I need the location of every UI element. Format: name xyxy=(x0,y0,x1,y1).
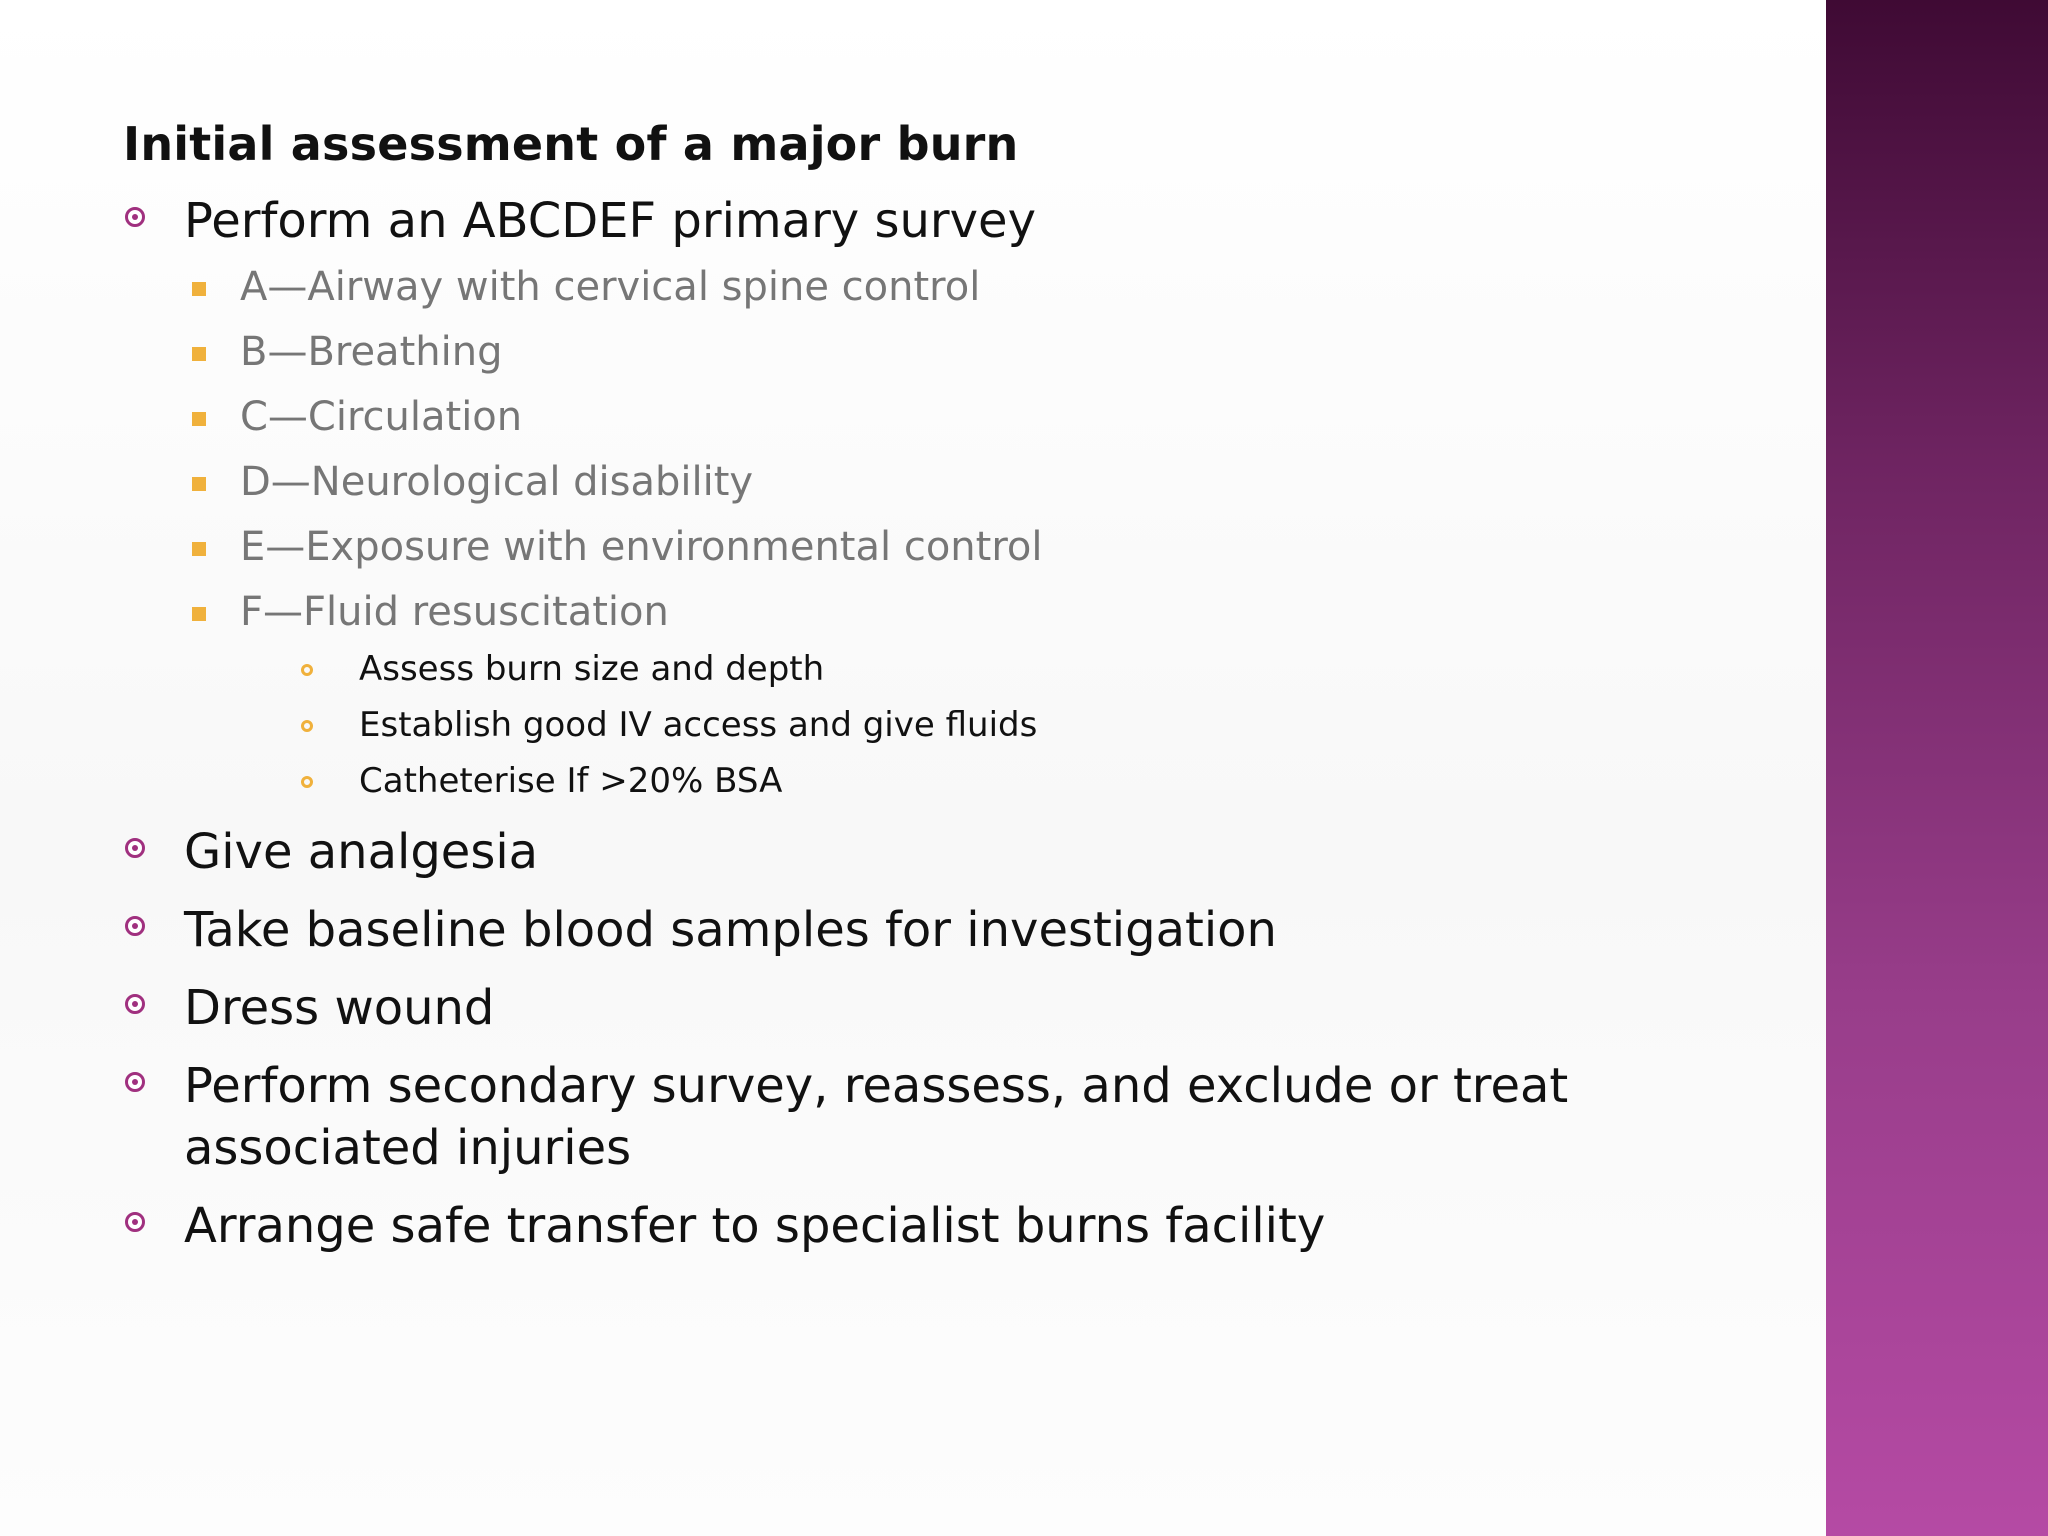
list-item xyxy=(123,821,1763,883)
list-item xyxy=(123,1195,1763,1257)
circle-dot-icon xyxy=(125,916,145,936)
sub-list-item xyxy=(123,388,1763,446)
circle-dot-icon xyxy=(125,1072,145,1092)
sub-list-item-text: D—Neurological disability xyxy=(240,459,754,505)
list-item xyxy=(123,1055,1763,1179)
fluid-list-item-text: Establish good IV access and give fluids xyxy=(359,705,1038,745)
sub-list-item xyxy=(123,453,1763,511)
ring-icon xyxy=(301,776,313,788)
sub-list-item xyxy=(123,323,1763,381)
fluid-list-item xyxy=(179,645,1763,693)
ring-icon xyxy=(301,720,313,732)
ring-icon xyxy=(301,664,313,676)
sub-bullet-list xyxy=(184,258,1763,805)
list-item xyxy=(123,899,1763,961)
slide-content xyxy=(123,112,1763,1273)
fluid-list-item-text: Assess burn size and depth xyxy=(359,649,825,689)
sub-list-item-text: E—Exposure with environmental control xyxy=(240,524,1043,570)
sub-list-item-text: F—Fluid resuscitation xyxy=(240,589,669,635)
circle-dot-icon xyxy=(125,1212,145,1232)
list-item-text: Perform an ABCDEF primary survey xyxy=(184,193,1036,249)
list-item-text: Dress wound xyxy=(184,980,495,1036)
circle-dot-icon xyxy=(125,207,145,227)
list-item-text: Take baseline blood samples for investigation xyxy=(184,902,1277,958)
fluid-list-item xyxy=(179,701,1763,749)
square-icon xyxy=(192,607,206,621)
bullet-list xyxy=(123,190,1763,1257)
list-item-text: Perform secondary survey, reassess, and exclude or treat associated injuries xyxy=(184,1058,1569,1176)
sub-list-item xyxy=(123,518,1763,576)
list-item-text: Give analgesia xyxy=(184,824,539,880)
list-item-text: Arrange safe transfer to specialist burns facility xyxy=(184,1198,1326,1254)
square-icon xyxy=(192,477,206,491)
fluid-list-item-text: Catheterise If >20% BSA xyxy=(359,761,783,801)
list-item xyxy=(123,977,1763,1039)
decorative-side-band xyxy=(1826,0,2048,1536)
square-icon xyxy=(192,347,206,361)
square-icon xyxy=(192,412,206,426)
sub-list-item-text: C—Circulation xyxy=(240,394,523,440)
square-icon xyxy=(192,542,206,556)
circle-dot-icon xyxy=(125,838,145,858)
sub-list-item xyxy=(123,258,1763,316)
sub-list-item-text: A—Airway with cervical spine control xyxy=(240,264,981,310)
sub-list-item-text: B—Breathing xyxy=(240,329,503,375)
fluid-sub-list xyxy=(240,645,1763,805)
circle-dot-icon xyxy=(125,994,145,1014)
list-item xyxy=(123,190,1763,805)
square-icon xyxy=(192,282,206,296)
slide-title: Initial assessment of a major burn xyxy=(123,117,1019,171)
sub-list-item xyxy=(123,583,1763,805)
fluid-list-item xyxy=(179,757,1763,805)
